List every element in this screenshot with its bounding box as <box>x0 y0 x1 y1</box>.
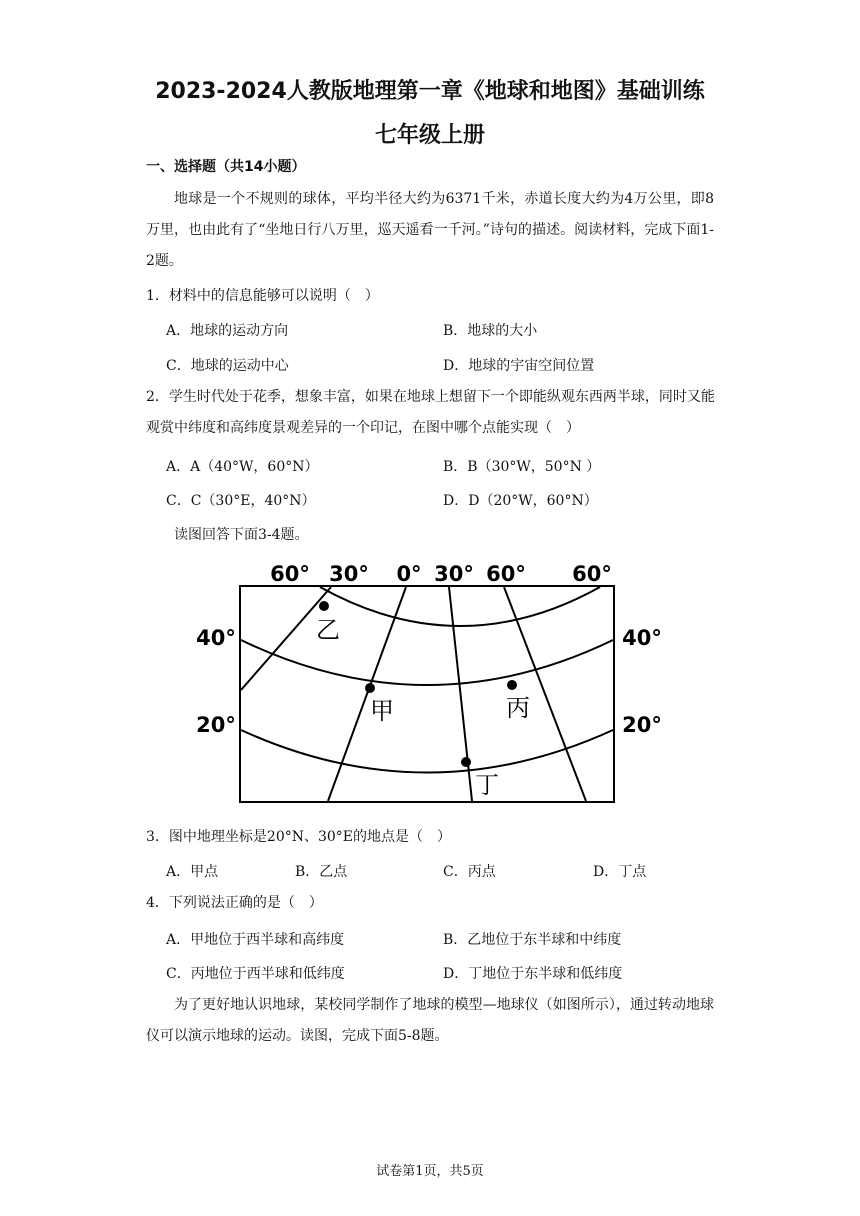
read-map-instruction: 读图回答下面3-4题。 <box>174 527 309 543</box>
point-ding-label: 丁 <box>475 771 499 799</box>
q4-option-b: B．乙地位于东半球和中纬度 <box>443 932 622 948</box>
map-top-label: 60° <box>572 562 612 586</box>
q3-option-b: B．乙点 <box>295 864 348 880</box>
q3-option-c: C．丙点 <box>443 864 496 880</box>
q4-option-d: D．丁地位于东半球和低纬度 <box>443 966 623 982</box>
q1-option-c: C．地球的运动中心 <box>166 358 289 374</box>
point-yi-marker <box>319 601 329 611</box>
map-left-label: 40° <box>196 626 236 650</box>
title-line-1: 2023-2024人教版地理第一章《地球和地图》基础训练 <box>155 79 705 104</box>
point-bing-marker <box>507 680 517 690</box>
question-3-stem: 3．图中地理坐标是20°N、30°E的地点是（ ） <box>146 829 452 845</box>
latitude-line-20 <box>241 730 613 773</box>
point-bing-label: 丙 <box>506 694 530 722</box>
map-top-label: 60° <box>270 562 310 586</box>
q4-option-a: A．甲地位于西半球和高纬度 <box>166 932 345 948</box>
longitude-line-30e <box>449 587 472 801</box>
q3-option-d: D．丁点 <box>593 864 647 880</box>
material-1: 地球是一个不规则的球体，平均半径大约为6371千米，赤道长度大约为4万公里，即8万里，也由此有了“坐地日行八万里，巡天遥看一千河。”诗句的描述。阅读材料，完成下面1-2题。 <box>146 191 714 269</box>
question-1-stem: 1．材料中的信息能够可以说明（ ） <box>146 288 379 304</box>
point-ding-marker <box>461 757 471 767</box>
q2-option-a: A．A（40°W，60°N） <box>166 459 319 475</box>
latitude-line-top <box>320 587 600 626</box>
map-right-label: 40° <box>622 626 662 650</box>
q4-option-c: C．丙地位于西半球和低纬度 <box>166 966 345 982</box>
page-footer: 试卷第1页，共5页 <box>376 1164 484 1179</box>
map-top-label: 30° <box>434 562 474 586</box>
latitude-line-40 <box>241 640 613 685</box>
map-top-label: 30° <box>329 562 369 586</box>
map-left-label: 20° <box>196 713 236 737</box>
q3-option-a: A．甲点 <box>166 864 219 880</box>
point-jia-marker <box>365 683 375 693</box>
title-line-2: 七年级上册 <box>374 123 485 148</box>
point-yi-label: 乙 <box>316 616 340 644</box>
q1-option-a: A．地球的运动方向 <box>166 323 289 339</box>
q1-option-b: B．地球的大小 <box>443 323 538 339</box>
q1-option-d: D．地球的宇宙空间位置 <box>443 358 595 374</box>
q2-option-b: B．B（30°W，50°N ） <box>443 459 601 475</box>
map-frame <box>240 586 614 802</box>
map-top-label: 0° <box>396 562 422 586</box>
map-top-label: 60° <box>486 562 526 586</box>
section-heading: 一、选择题（共14小题） <box>146 159 306 175</box>
q2-option-d: D．D（20°W，60°N） <box>443 493 598 509</box>
map-right-label: 20° <box>622 713 662 737</box>
question-4-stem: 4．下列说法正确的是（ ） <box>146 895 323 911</box>
material-2: 为了更好地认识地球，某校同学制作了地球的模型—地球仪（如图所示），通过转动地球仪可以演示地球的运动。读图，完成下面5-8题。 <box>146 997 714 1044</box>
q2-option-c: C．C（30°E，40°N） <box>166 493 316 509</box>
question-2-stem: 2．学生时代处于花季，想象丰富，如果在地球上想留下一个即能纵观东西两半球，同时又能观赏中纬度和高纬度景观差异的一个印记，在图中哪个点能实现（ ） <box>146 389 715 436</box>
point-jia-label: 甲 <box>370 697 394 725</box>
